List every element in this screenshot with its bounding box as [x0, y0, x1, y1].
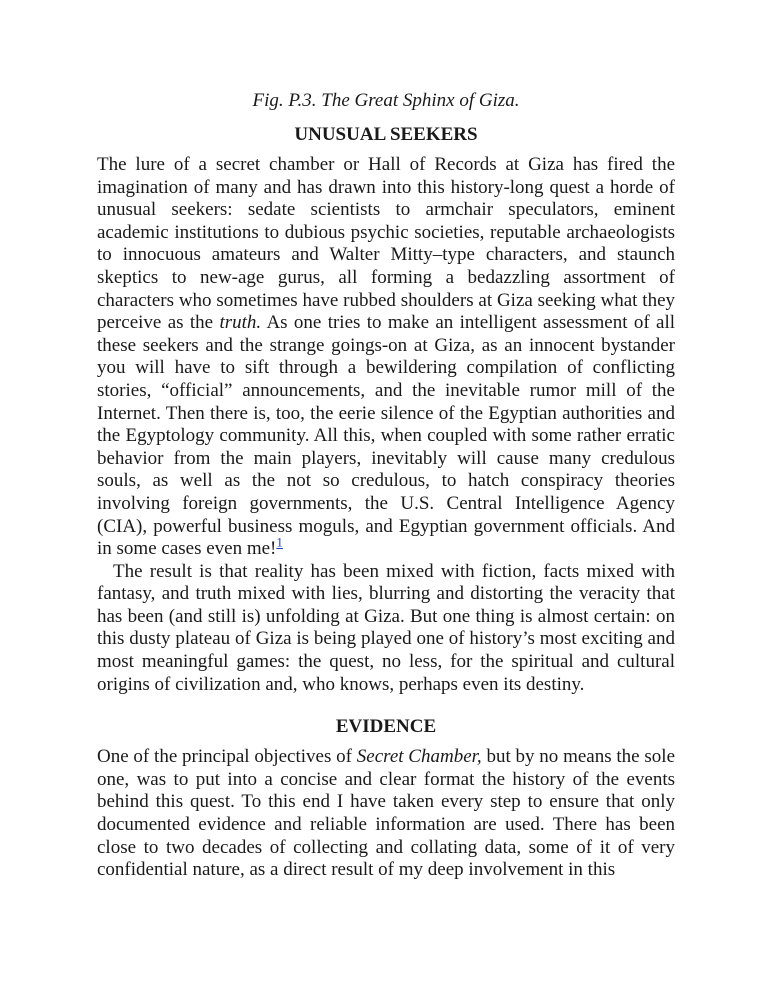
paragraph-evidence-1 — [97, 746, 675, 882]
page-content — [97, 88, 675, 882]
paragraph-unusual-seekers-2: The result is that reality has been mixed with fiction, facts mixed with fantasy, and truth mixed with lies, blurring and distorting the veracity that has been (and still is) unfolding at Giza. But one thing is almost certain: on this dusty plateau of Giza is being played one of history’s most exciting and most meaningful games: the quest, no less, for the spiritual and cultural origins of civilization and, who knows, perhaps even its destiny. — [97, 560, 675, 695]
paragraph-text: One of the principal objectives of — [97, 746, 357, 768]
figure-caption: Fig. P.3. The Great Sphinx of Giza. — [252, 90, 520, 111]
section-heading-evidence: EVIDENCE — [335, 716, 437, 738]
paragraph-text: As one tries to make an intelligent assessment of all these seekers and the strange goings-on at Giza, as an innocent bystander you will have to sift through a bewildering compilation of conflicting stories, “official” announcements, and the inevitable rumor mill of the Internet. Then there is, too, the eerie silence of the Egyptian authorities and the Egyptology community. All this, when coupled with some rather erratic behavior from the main players, inevitably will cause many credulous souls, as well as the not so credulous, to hatch conspiracy theories involving foreign governments, the U.S. Central Intelligence Agency (CIA), powerful business moguls, and Egyptian government officials. And in some cases even me! — [97, 312, 675, 560]
emphasis-secret-chamber: Secret Chamber, — [356, 746, 482, 768]
paragraph-text: The lure of a secret chamber or Hall of Records at Giza has fired the imagination of many and has drawn into this history-long quest a horde of unusual seekers: sedate scientists to armchair speculators, eminent academic institutions to dubious psychic societies, reputable archaeologists to innocuous amateurs and Walter Mitty–type characters, and staunch skeptics to new-age gurus, all forming a bedazzling assortment of characters who sometimes have rubbed shoulders at Giza seeking what they perceive as the — [97, 154, 675, 334]
footnote-link[interactable]: 1 — [276, 534, 283, 550]
section-heading-unusual-seekers: UNUSUAL SEEKERS — [294, 124, 478, 145]
emphasis-truth: truth. — [219, 312, 262, 334]
paragraph-unusual-seekers-1 — [97, 154, 675, 561]
paragraph-text: but by no means the sole one, was to put into a concise and clear format the history of the events behind this quest. To this end I have taken every step to ensure that only documented evidence and reliable information are used. There has been close to two decades of collecting and collating data, some of it of very confidential nature, as a direct result of my deep involvement in this — [97, 746, 675, 881]
